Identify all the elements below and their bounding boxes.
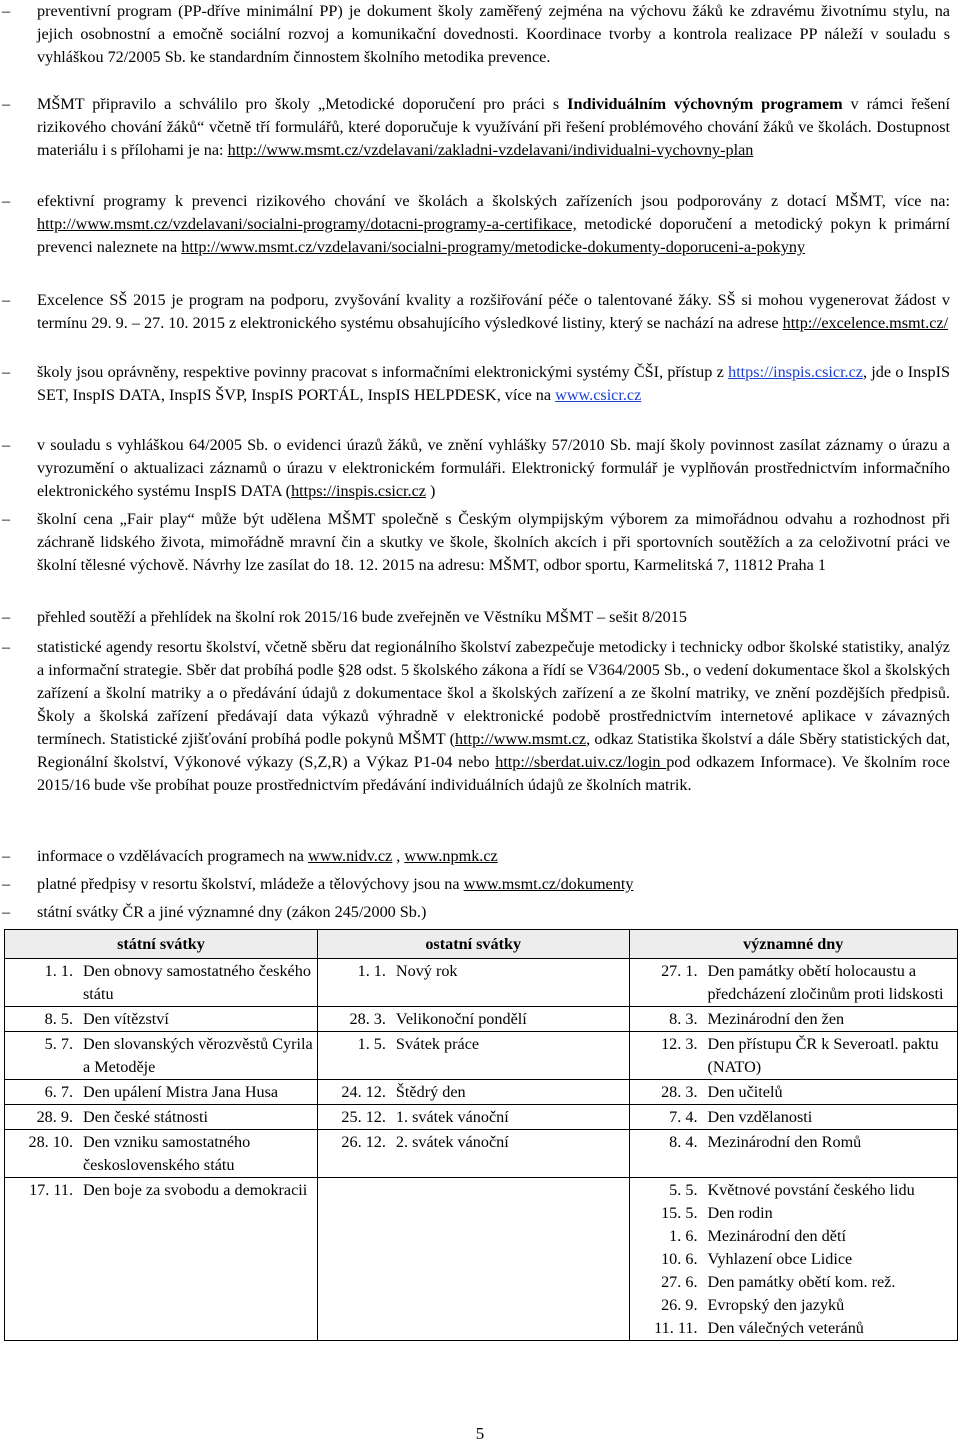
holiday-date: 27. 1.: [661, 962, 698, 980]
list-item: [0, 845, 960, 868]
holidays-table: [4, 929, 958, 1341]
text-span: ): [425, 482, 436, 500]
table-row: [5, 1080, 958, 1105]
significant-entry: [632, 1271, 956, 1294]
holiday-date: 28. 10.: [28, 1133, 73, 1151]
text-span: platné předpisy v resortu školství, mládeže a tělovýchovy jsou na: [37, 875, 464, 893]
header-significant-days: významné dny: [629, 930, 958, 959]
list-item: [0, 361, 960, 407]
holiday-date: 28. 3.: [349, 1010, 386, 1028]
other-entry: [320, 1033, 627, 1056]
text-span: MŠMT připravilo a schválilo pro školy „Metodické doporučení pro práci s: [37, 95, 568, 113]
list-item: [0, 289, 960, 335]
holiday-name: Den vzniku samostatného československého státu: [83, 1133, 251, 1174]
significant-entry: [632, 1008, 956, 1031]
dash-bullet-icon: –: [2, 95, 11, 113]
text-span: informace o vzdělávacích programech na: [37, 847, 308, 865]
list-item: [0, 508, 960, 577]
hyperlink[interactable]: www.msmt.cz/dokumenty: [463, 875, 634, 893]
table-cell: [629, 1178, 958, 1341]
state-entry: [7, 1033, 315, 1079]
holiday-name: Den boje za svobodu a demokracii: [83, 1181, 308, 1199]
text-span: statistické agendy resortu školství, včetně sběru dat regionálního školství zabezpečuje metodicky i technicky odbor školské statistiky, analýz a informační strategie. Sběr dat probíhá podle §28 odst. 5 školského zákona a řídí se V364/2005 Sb., o vedení dokumentace škol a školských zařízení a školní matriky a o předávání údajů z dokumentace škol a školských zařízení a ze školní matriky, ve znění pozdějších předpisů. Školy a školská zařízení předávají data výkazů výhradně v elektronické podobě prostřednictvím internetové aplikace v závazných termínech. Statistické zjišťování probíhá podle pokynů MŠMT (: [37, 638, 950, 748]
holiday-date: 1. 5.: [357, 1035, 386, 1053]
text-span: , jde o InspIS SET, InspIS DATA, InspIS ŠVP, InspIS PORTÁL, InspIS HELPDESK, více na: [37, 363, 950, 404]
holiday-name: Den vzdělanosti: [707, 1108, 813, 1126]
table-cell: [317, 1032, 629, 1080]
text-span: pod odkazem Informace). Ve školním roce 2015/16 bude vše probíhat pouze prostřednictvím předávání individuálních údajů ze školních matrik.: [37, 753, 950, 794]
dash-bullet-icon: –: [2, 291, 11, 309]
other-entry: [320, 960, 627, 983]
dash-bullet-icon: –: [2, 2, 11, 20]
hyperlink[interactable]: www.npmk.cz: [404, 847, 498, 865]
holiday-date: 1. 1.: [44, 962, 73, 980]
dash-bullet-icon: –: [2, 363, 11, 381]
significant-entry: [632, 1033, 956, 1079]
text-span: efektivní programy k prevenci rizikového chování ve školách a školských zařízeních jsou podporovány z dotací MŠMT, více na:: [37, 192, 950, 210]
list-item: [0, 0, 960, 69]
significant-entry: [632, 1179, 956, 1202]
holiday-date: 10. 6.: [661, 1250, 698, 1268]
list-item: [0, 636, 960, 797]
holiday-name: Den rodin: [707, 1204, 773, 1222]
hyperlink[interactable]: http://sberdat.uiv.cz/login: [495, 753, 667, 771]
hyperlink[interactable]: https://inspis.csicr.cz: [728, 363, 863, 381]
table-cell: [5, 959, 318, 1007]
list-item: [0, 606, 960, 629]
significant-entry: [632, 1225, 956, 1248]
dash-bullet-icon: –: [2, 638, 11, 656]
table-cell: [629, 1032, 958, 1080]
holiday-name: Nový rok: [395, 962, 458, 980]
significant-entry: [632, 1294, 956, 1317]
table-row: [5, 1130, 958, 1178]
other-entry: [320, 1106, 627, 1129]
table-row: [5, 1178, 958, 1341]
hyperlink[interactable]: www.nidv.cz: [308, 847, 393, 865]
holiday-name: Den přístupu ČR k Severoatl. paktu (NATO): [707, 1035, 939, 1076]
table-cell: [629, 1080, 958, 1105]
table-row: [5, 1105, 958, 1130]
table-cell: [629, 1130, 958, 1178]
header-other-holidays: ostatní svátky: [317, 930, 629, 959]
holiday-name: Den památky obětí kom. rež.: [707, 1273, 896, 1291]
dash-bullet-icon: –: [2, 436, 11, 454]
text-span: v rámci řešení rizikového chování žáků“ včetně tří formulářů, které doporučuje k využívání při řešení problémového chování žáků ve školách. Dostupnost materiálu i s přílohami je na:: [37, 95, 950, 159]
text-span: školy jsou oprávněny, respektive povinny pracovat s informačními elektronickými systémy ČŠI, přístup z: [37, 363, 729, 381]
table-row: [5, 1007, 958, 1032]
holiday-name: Den upálení Mistra Jana Husa: [83, 1083, 279, 1101]
hyperlink[interactable]: http://www.msmt.cz/vzdelavani/socialni-programy/dotacni-programy-a-certifikace,: [37, 215, 577, 233]
dash-bullet-icon: –: [2, 510, 11, 528]
table-cell: [5, 1007, 318, 1032]
dash-bullet-icon: –: [2, 875, 11, 893]
table-cell: [317, 1178, 629, 1341]
table-header-row: [5, 930, 958, 959]
holiday-date: 5. 7.: [44, 1035, 73, 1053]
text-span: metodické doporučení a metodický pokyn k primární prevenci naleznete na: [37, 215, 950, 256]
holiday-date: 8. 3.: [669, 1010, 698, 1028]
list-item: [0, 93, 960, 162]
hyperlink[interactable]: http://www.msmt.cz/vzdelavani/zakladni-vzdelavani/individualni-vychovny-plan: [227, 141, 754, 159]
text-span: preventivní program (PP-dříve minimální PP) je dokument školy zaměřený zejména na výchovu žáků ke zdravému životnímu stylu, na jejich osobnostní a emočně sociální rozvoj a komunikační dovednosti. Koordinace tvorby a kontrola realizace PP náleží v souladu s vyhláškou 72/2005 Sb. ke standardním činnostem školního metodika prevence.: [37, 2, 950, 66]
holiday-date: 1. 1.: [357, 962, 386, 980]
state-entry: [7, 1179, 315, 1202]
text-span: státní svátky ČR a jiné významné dny (zákon 245/2000 Sb.): [37, 903, 427, 921]
holiday-date: 8. 4.: [669, 1133, 698, 1151]
holiday-date: 6. 7.: [44, 1083, 73, 1101]
holiday-name: Svátek práce: [395, 1035, 480, 1053]
holiday-name: Den památky obětí holocaustu a předcházení zločinům proti lidskosti: [707, 962, 944, 1003]
holiday-date: 26. 12.: [341, 1133, 386, 1151]
significant-entry: [632, 960, 956, 1006]
hyperlink[interactable]: http://excelence.msmt.cz/: [782, 314, 949, 332]
table-cell: [317, 1105, 629, 1130]
holiday-name: Den válečných veteránů: [707, 1319, 864, 1337]
text-span: ,: [392, 847, 405, 865]
holiday-name: Mezinárodní den žen: [707, 1010, 845, 1028]
text-span: přehled soutěží a přehlídek na školní rok 2015/16 bude zveřejněn ve Věstníku MŠMT – sešit 8/2015: [37, 608, 687, 626]
holiday-date: 27. 6.: [661, 1273, 698, 1291]
holiday-date: 12. 3.: [661, 1035, 698, 1053]
hyperlink[interactable]: https://inspis.csicr.cz: [291, 482, 426, 500]
holiday-name: Mezinárodní den dětí: [707, 1227, 846, 1245]
holiday-name: Štědrý den: [395, 1083, 466, 1101]
table-row: [5, 1032, 958, 1080]
header-state-holidays: státní svátky: [5, 930, 318, 959]
holiday-name: Evropský den jazyků: [707, 1296, 845, 1314]
table-cell: [629, 1007, 958, 1032]
significant-entry: [632, 1081, 956, 1104]
holiday-date: 5. 5.: [669, 1181, 698, 1199]
table-cell: [5, 1032, 318, 1080]
other-entry: [320, 1008, 627, 1031]
other-entry: [320, 1131, 627, 1154]
holiday-name: 2. svátek vánoční: [395, 1133, 509, 1151]
state-entry: [7, 1106, 315, 1129]
holiday-name: Vyhlazení obce Lidice: [707, 1250, 853, 1268]
holiday-date: 1. 6.: [669, 1227, 698, 1245]
table-cell: [5, 1080, 318, 1105]
holiday-name: Den učitelů: [707, 1083, 783, 1101]
holiday-name: Velikonoční pondělí: [395, 1010, 527, 1028]
table-cell: [317, 959, 629, 1007]
text-span: školní cena „Fair play“ může být udělena MŠMT společně s Českým olympijským výborem za mimořádnou odvahu a rozhodnost při záchraně lidského života, mimořádně mravní čin a skutky ve škole, školních akcích i při sportovních soutěžích a za celoživotní práci ve školní tělesné výchově. Návrhy lze zasílat do 18. 12. 2015 na adresu: MŠMT, odbor sportu, Karmelitská 7, 11812 Praha 1: [37, 510, 950, 574]
table-cell: [317, 1130, 629, 1178]
significant-entry: [632, 1106, 956, 1129]
state-entry: [7, 1131, 315, 1177]
holiday-name: Den obnovy samostatného českého státu: [83, 962, 311, 1003]
holiday-date: 26. 9.: [661, 1296, 698, 1314]
holiday-date: 28. 3.: [661, 1083, 698, 1101]
bold-text: Individuálním výchovným programem: [567, 95, 843, 113]
list-item: [0, 190, 960, 259]
page-number: 5: [475, 1424, 485, 1443]
dash-bullet-icon: –: [2, 192, 11, 210]
significant-entry: [632, 1248, 956, 1271]
table-cell: [5, 1130, 318, 1178]
list-item: [0, 901, 960, 924]
significant-entry: [632, 1317, 956, 1340]
state-entry: [7, 960, 315, 1006]
holiday-name: Den české státnosti: [83, 1108, 208, 1126]
holiday-name: Květnové povstání českého lidu: [707, 1181, 915, 1199]
significant-entry: [632, 1131, 956, 1154]
dash-bullet-icon: –: [2, 903, 11, 921]
table-cell: [317, 1080, 629, 1105]
holiday-name: 1. svátek vánoční: [395, 1108, 509, 1126]
significant-entry: [632, 1202, 956, 1225]
holiday-date: 17. 11.: [29, 1181, 73, 1199]
holiday-date: 7. 4.: [669, 1108, 698, 1126]
state-entry: [7, 1008, 315, 1031]
holiday-date: 28. 9.: [36, 1108, 73, 1126]
state-entry: [7, 1081, 315, 1104]
hyperlink[interactable]: http://www.msmt.cz/vzdelavani/socialni-programy/metodicke-dokumenty-doporuceni-a-pokyny: [181, 238, 806, 256]
table-cell: [317, 1007, 629, 1032]
holiday-date: 11. 11.: [654, 1319, 698, 1337]
holiday-name: Den slovanských věrozvěstů Cyrila a Metoděje: [83, 1035, 313, 1076]
holiday-date: 24. 12.: [341, 1083, 386, 1101]
list-item: [0, 434, 960, 503]
table-cell: [629, 1105, 958, 1130]
dash-bullet-icon: –: [2, 608, 11, 626]
hyperlink[interactable]: http://www.msmt.cz: [454, 730, 587, 748]
text-span: , odkaz Statistika školství a dále Sběry statistických dat, Regionální školství, Výkonové výkazy (S,Z,R) a Výkaz P1-04 nebo: [37, 730, 951, 771]
holiday-name: Den vítězství: [83, 1010, 169, 1028]
table-cell: [629, 959, 958, 1007]
dash-bullet-icon: –: [2, 847, 11, 865]
holiday-name: Mezinárodní den Romů: [707, 1133, 862, 1151]
holiday-date: 8. 5.: [44, 1010, 73, 1028]
table-cell: [5, 1105, 318, 1130]
table-cell: [5, 1178, 318, 1341]
holiday-date: 15. 5.: [661, 1204, 698, 1222]
table-row: [5, 959, 958, 1007]
text-span: Excelence SŠ 2015 je program na podporu, zvyšování kvality a rozšiřování péče o talentované žáky. SŠ si mohou vygenerovat žádost v termínu 29. 9. – 27. 10. 2015 z elektronického systému obsahujícího výsledkové listiny, který se nachází na adrese: [37, 291, 950, 332]
list-item: [0, 873, 960, 896]
other-entry: [320, 1081, 627, 1104]
hyperlink[interactable]: www.csicr.cz: [555, 386, 642, 404]
text-span: v souladu s vyhláškou 64/2005 Sb. o evidenci úrazů žáků, ve znění vyhlášky 57/2010 Sb. mají školy povinnost zasílat záznamy o úrazu a vyrozumění o aktualizaci záznamů o úrazu v elektronickém formuláři. Elektronický formulář je vyplňován prostřednictvím informačního elektronického systému InspIS DATA (: [37, 436, 950, 500]
holiday-date: 25. 12.: [341, 1108, 386, 1126]
